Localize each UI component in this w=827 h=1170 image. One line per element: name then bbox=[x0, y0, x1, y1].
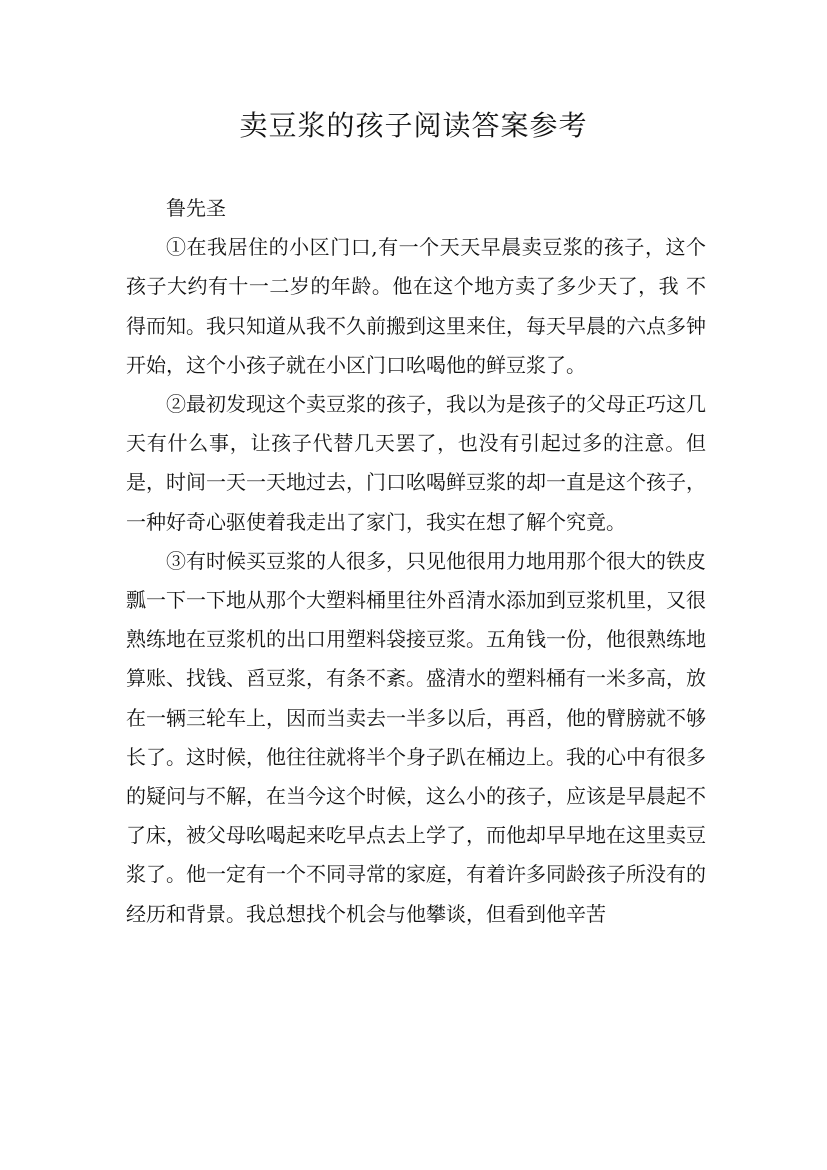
document-title: 卖豆浆的孩子阅读答案参考 bbox=[239, 109, 588, 142]
paragraph-3: ③有时候买豆浆的人很多，只见他很用力地用那个很大的铁皮瓢一下一下地从那个大塑料桶里往外舀清水添加到豆浆机里，又很熟练地在豆浆机的出口用塑料袋接豆浆。五角钱一份，他很熟练地算账、找钱、舀豆浆，有条不紊。盛清水的塑料桶有一米多高，放在一辆三轮车上，因而当卖去一半多以后，再舀，他的臂膀就不够长了。这时候，他往往就将半个身子趴在桶边上。我的心中有很多的疑问与不解，在当今这个时候，这么小的孩子，应该是早晨起不了床，被父母吆喝起来吃早点去上学了，而他却早早地在这里卖豆浆了。他一定有一个不同寻常的家庭，有着许多同龄孩子所没有的经历和背景。我总想找个机会与他攀谈，但看到他辛苦 bbox=[126, 548, 706, 926]
paragraph-2: ②最初发现这个卖豆浆的孩子，我以为是孩子的父母正巧这几天有什么事，让孩子代替几天罢了，也没有引起过多的注意。但是，时间一天一天地过去，门口吆喝鲜豆浆的却一直是这个孩子，一种好奇心驱使着我走出了家门，我实在想了解个究竟。 bbox=[126, 392, 706, 534]
author-line: 鲁先圣 bbox=[166, 196, 226, 220]
document-body bbox=[126, 189, 706, 934]
paragraph-1: ①在我居住的小区门口,有一个天天早晨卖豆浆的孩子，这个孩子大约有十一二岁的年龄。他在这个地方卖了多少天了，我 不得而知。我只知道从我不久前搬到这里来住，每天早晨的六点多钟开始，这个小孩子就在小区门口吆喝他的鲜豆浆了。 bbox=[126, 235, 706, 377]
